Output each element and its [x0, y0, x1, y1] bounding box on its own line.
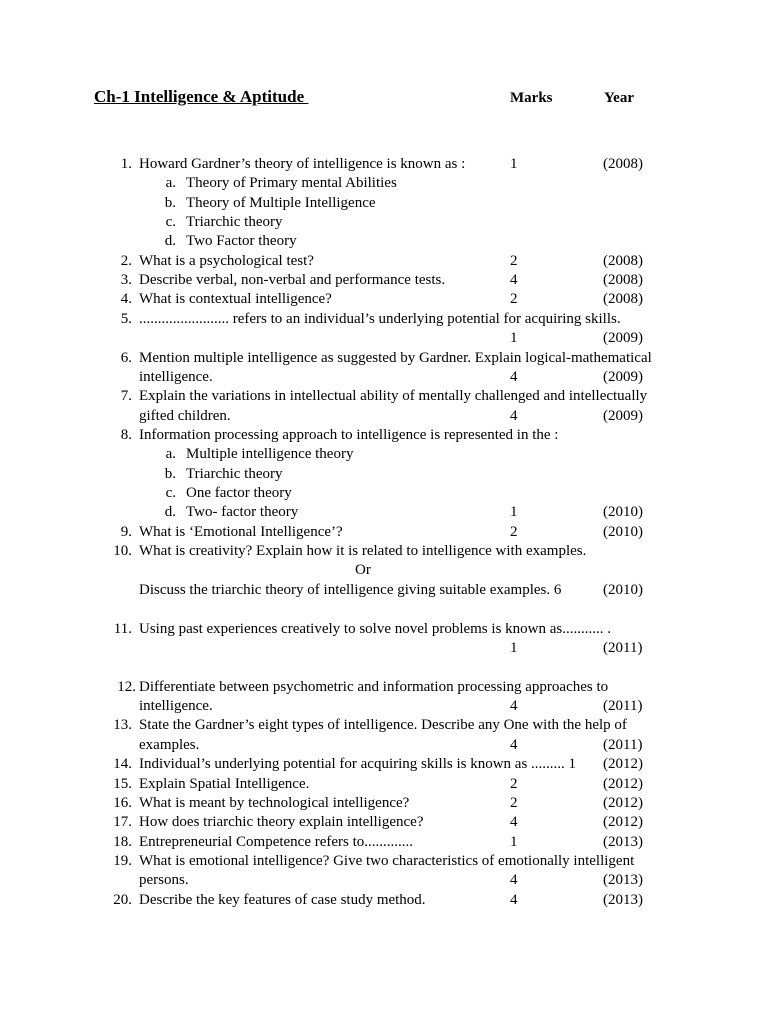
question-number: 12.: [117, 678, 136, 695]
question-line: [0, 368, 768, 387]
question-number: 1.: [120, 156, 132, 172]
year-value: (2012): [603, 775, 643, 792]
option-text: Theory of Multiple Intelligence: [186, 194, 376, 211]
year-value: (2010): [603, 504, 643, 521]
year-value: (2011): [603, 736, 643, 753]
question-line: [0, 639, 768, 658]
question-number: 14.: [113, 756, 132, 773]
question-text: ........................ refers to an individual’s underlying potential for acquiring skills.: [139, 310, 621, 327]
option-letter: d.: [164, 233, 176, 250]
marks-value: 1: [510, 833, 518, 850]
year-value: (2013): [603, 891, 643, 908]
marks-value: 1: [510, 156, 518, 172]
option-text: Two- factor theory: [186, 504, 299, 521]
question-line: [0, 697, 768, 716]
question-text: intelligence.: [139, 368, 213, 385]
question-number: 13.: [113, 717, 132, 734]
question-text: intelligence.: [139, 698, 213, 715]
question-text: Individual’s underlying potential for acquiring skills is known as ......... 1: [139, 756, 577, 773]
or-separator: Or: [355, 562, 371, 579]
marks-value: 1: [510, 639, 518, 656]
question-text: persons.: [139, 872, 189, 889]
marks-value: 1: [510, 330, 518, 347]
question-text: What is contextual intelligence?: [139, 291, 332, 308]
question-line: [0, 736, 768, 755]
question-line: [0, 407, 768, 426]
question-line: [0, 503, 768, 522]
question-line: [0, 813, 768, 832]
marks-value: 2: [510, 291, 518, 308]
option-text: Triarchic theory: [186, 465, 283, 482]
year-value: (2010): [603, 581, 643, 598]
question-text: Howard Gardner’s theory of intelligence is known as :: [139, 156, 466, 172]
option-text: One factor theory: [186, 484, 292, 501]
year-value: (2011): [603, 698, 643, 715]
question-number: 18.: [113, 833, 132, 850]
question-line: [0, 174, 768, 193]
question-number: 15.: [113, 775, 132, 792]
option-letter: a.: [165, 446, 176, 463]
marks-value: 4: [510, 736, 518, 753]
year-value: (2013): [603, 833, 643, 850]
question-line: [0, 252, 768, 271]
question-text: Describe the key features of case study method.: [139, 891, 426, 908]
marks-value: 2: [510, 252, 518, 269]
question-text: What is emotional intelligence? Give two characteristics of emotionally intelligent: [139, 852, 635, 869]
question-text: State the Gardner’s eight types of intelligence. Describe any One with the help of: [139, 717, 627, 734]
option-text: Theory of Primary mental Abilities: [186, 175, 397, 192]
year-value: (2010): [603, 523, 643, 540]
question-line: [0, 561, 768, 580]
question-number: 19.: [113, 852, 132, 869]
option-text: Triarchic theory: [186, 214, 283, 231]
question-number: 7.: [120, 388, 132, 405]
question-line: [0, 484, 768, 503]
question-line: [0, 349, 768, 368]
year-value: (2012): [603, 794, 643, 811]
option-letter: b.: [164, 465, 176, 482]
year-value: (2009): [603, 330, 643, 347]
marks-value: 4: [510, 891, 518, 908]
question-line: [0, 891, 768, 910]
question-number: 17.: [113, 814, 132, 831]
question-line: [0, 542, 768, 561]
question-line: [0, 213, 768, 232]
question-line: [0, 194, 768, 213]
question-text: Entrepreneurial Competence refers to.............: [139, 833, 414, 850]
question-line: [0, 155, 768, 174]
question-line: [0, 678, 768, 697]
question-text: What is a psychological test?: [139, 252, 314, 269]
question-line: [0, 310, 768, 329]
marks-value: 2: [510, 775, 518, 792]
question-line: [0, 387, 768, 406]
question-text: gifted children.: [139, 407, 231, 424]
question-line: [0, 581, 768, 600]
question-line: [0, 755, 768, 774]
question-line: [0, 833, 768, 852]
option-letter: c.: [165, 484, 176, 501]
question-line: [0, 852, 768, 871]
year-value: (2013): [603, 872, 643, 889]
question-line: [0, 794, 768, 813]
question-number: 11.: [113, 620, 132, 637]
marks-value: 4: [510, 698, 518, 715]
marks-value: 4: [510, 814, 518, 831]
question-text: Information processing approach to intelligence is represented in the :: [139, 426, 559, 443]
year-value: (2012): [603, 756, 643, 773]
marks-value: 4: [510, 368, 518, 385]
question-line: [0, 232, 768, 251]
marks-value: 2: [510, 794, 518, 811]
year-value: (2008): [603, 252, 643, 269]
question-text: Describe verbal, non-verbal and performance tests.: [139, 272, 446, 289]
question-line: [0, 271, 768, 290]
question-text: Using past experiences creatively to solve novel problems is known as........... .: [139, 620, 611, 637]
question-line: [0, 329, 768, 348]
question-text: Explain the variations in intellectual ability of mentally challenged and intellectually: [139, 388, 648, 405]
year-value: (2008): [603, 272, 643, 289]
option-letter: d.: [164, 504, 176, 521]
question-number: 16.: [113, 794, 132, 811]
question-text: Mention multiple intelligence as suggested by Gardner. Explain logical-mathematical: [139, 349, 652, 366]
marks-value: 2: [510, 523, 518, 540]
question-number: 2.: [120, 252, 132, 269]
question-line: [0, 290, 768, 309]
question-line: [0, 523, 768, 542]
marks-value: 4: [510, 272, 518, 289]
question-line: [0, 426, 768, 445]
year-column-header: Year: [604, 90, 634, 106]
marks-value: 4: [510, 407, 518, 424]
question-text: Explain Spatial Intelligence.: [139, 775, 310, 792]
year-value: (2009): [603, 368, 643, 385]
question-number: 5.: [120, 310, 132, 327]
question-number: 9.: [120, 523, 132, 540]
question-number: 10.: [113, 543, 132, 559]
year-value: (2008): [603, 291, 643, 308]
question-number: 6.: [120, 349, 132, 366]
question-number: 3.: [120, 272, 132, 289]
question-text: What is ‘Emotional Intelligence’?: [139, 523, 343, 540]
question-text: What is creativity? Explain how it is related to intelligence with examples.: [139, 543, 587, 559]
year-value: (2012): [603, 814, 643, 831]
question-number: 8.: [120, 426, 132, 443]
question-number: 4.: [120, 291, 132, 308]
question-line: [0, 445, 768, 464]
question-text: How does triarchic theory explain intelligence?: [139, 814, 424, 831]
year-value: (2011): [603, 639, 643, 656]
option-letter: c.: [165, 214, 176, 231]
year-value: (2008): [603, 156, 643, 172]
marks-value: 1: [510, 504, 518, 521]
question-number: 20.: [113, 891, 132, 908]
option-letter: b.: [164, 194, 176, 211]
option-text: Multiple intelligence theory: [186, 446, 354, 463]
question-text: Discuss the triarchic theory of intelligence giving suitable examples. 6: [139, 581, 562, 598]
option-text: Two Factor theory: [186, 233, 297, 250]
question-line: [0, 775, 768, 794]
option-letter: a.: [165, 175, 176, 192]
question-text: examples.: [139, 736, 200, 753]
marks-value: 4: [510, 872, 518, 889]
question-line: [0, 620, 768, 639]
question-line: [0, 716, 768, 735]
question-text: What is meant by technological intelligence?: [139, 794, 410, 811]
question-line: [0, 465, 768, 484]
question-line: [0, 871, 768, 890]
year-value: (2009): [603, 407, 643, 424]
page-title: Ch-1 Intelligence & Aptitude: [94, 87, 309, 106]
question-text: Differentiate between psychometric and information processing approaches to: [139, 678, 609, 695]
marks-column-header: Marks: [510, 90, 553, 106]
